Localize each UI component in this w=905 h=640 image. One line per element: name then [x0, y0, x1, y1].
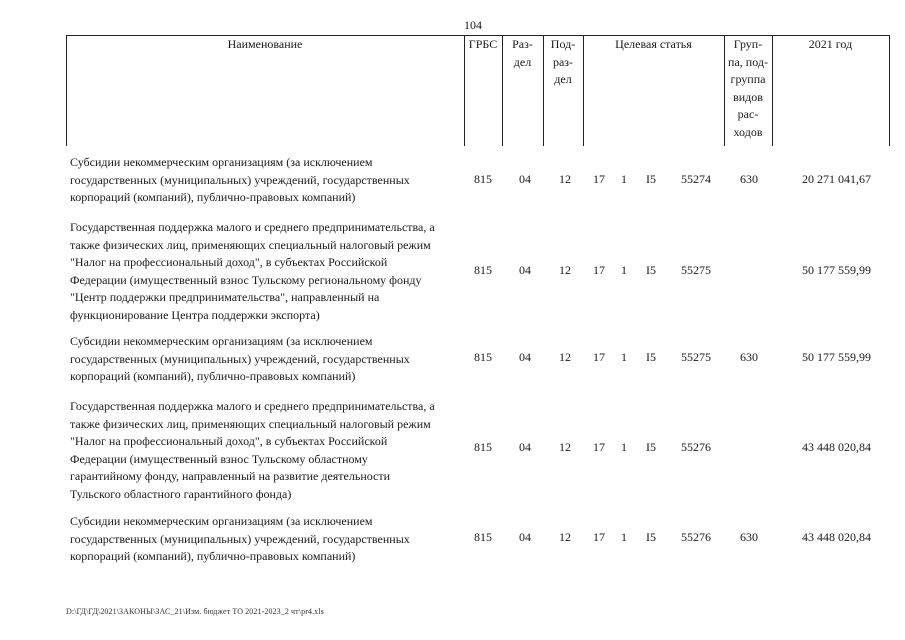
- header-name: Наименование: [227, 37, 303, 51]
- row-2-target-2: 1: [621, 263, 627, 277]
- row-1-target-1: 17: [593, 172, 605, 186]
- row-2-amount: 50 177 559,99: [802, 263, 871, 277]
- row-5-amount: 43 448 020,84: [802, 530, 871, 544]
- row-3-target-3: I5: [646, 350, 656, 364]
- header-target-article: Целевая статья: [615, 37, 692, 51]
- header-year-2021: 2021 год: [808, 37, 853, 51]
- row-4-grbs: 815: [474, 440, 492, 454]
- row-2-grbs: 815: [474, 263, 492, 277]
- row-2-target-1: 17: [593, 263, 605, 277]
- row-2-target-3: I5: [646, 263, 656, 277]
- row-5-name: Субсидии некоммерческим организациям (за исключением государственных (муниципальных) учреждений, государственных корпораций (компаний), публично-правовых компаний): [70, 514, 410, 563]
- header-expense-group: Груп- па, под- группа видов рас- ходов: [728, 37, 768, 139]
- row-1-amount: 20 271 041,67: [802, 172, 871, 186]
- row-4-target-4: 55276: [681, 440, 711, 454]
- row-2-name: Государственная поддержка малого и среднего предпринимательства, а также физических лиц, применяющих специальный налоговый режим "Налог на профессиональный доход", в субъектах Российской Федерации (имущественный взнос Тульскому региональному фонду "Центр поддержки предпринимательства", направленный на функционирование Центра поддержки экспорта): [70, 220, 435, 322]
- row-1-grbs: 815: [474, 172, 492, 186]
- row-3-razdel: 04: [519, 350, 531, 364]
- row-5-target-3: I5: [646, 530, 656, 544]
- header-grbs: ГРБС: [468, 37, 498, 51]
- row-3-podrazdel: 12: [559, 350, 571, 364]
- row-5-target-2: 1: [621, 530, 627, 544]
- row-5-target-4: 55276: [681, 530, 711, 544]
- row-1-target-2: 1: [621, 172, 627, 186]
- row-3-target-2: 1: [621, 350, 627, 364]
- header-podrazdel: Под- раз- дел: [550, 37, 576, 86]
- row-2-razdel: 04: [519, 263, 531, 277]
- header-razdel: Раз- дел: [512, 37, 533, 69]
- row-1-target-4: 55274: [681, 172, 711, 186]
- row-4-name: Государственная поддержка малого и среднего предпринимательства, а также физических лиц, применяющих специальный налоговый режим "Налог на профессиональный доход", в субъектах Российской Федерации (имущественный взнос Тульскому областному гарантийному фонду, направленный на развитие деятельности Тульского областного гарантийного фонда): [70, 399, 435, 501]
- row-3-group: 630: [740, 350, 758, 364]
- row-5-group: 630: [740, 530, 758, 544]
- row-2-target-4: 55275: [681, 263, 711, 277]
- table-header-border: [889, 35, 890, 146]
- row-4-target-1: 17: [593, 440, 605, 454]
- row-4-target-3: I5: [646, 440, 656, 454]
- row-4-target-2: 1: [621, 440, 627, 454]
- row-3-amount: 50 177 559,99: [802, 350, 871, 364]
- row-1-podrazdel: 12: [559, 172, 571, 186]
- row-3-target-4: 55275: [681, 350, 711, 364]
- row-4-amount: 43 448 020,84: [802, 440, 871, 454]
- row-3-name: Субсидии некоммерческим организациям (за исключением государственных (муниципальных) учреждений, государственных корпораций (компаний), публично-правовых компаний): [70, 334, 410, 383]
- row-5-podrazdel: 12: [559, 530, 571, 544]
- row-4-podrazdel: 12: [559, 440, 571, 454]
- row-1-razdel: 04: [519, 172, 531, 186]
- row-4-razdel: 04: [519, 440, 531, 454]
- row-5-razdel: 04: [519, 530, 531, 544]
- page-number: 104: [464, 18, 482, 32]
- row-1-target-3: I5: [646, 172, 656, 186]
- footer-file-path: D:\ГД\ГД\2021\ЗАКОНЫ\ЗАС_21\Изм. бюджет ТО 2021-2023_2 чт\pr4.xls: [66, 607, 324, 616]
- row-3-grbs: 815: [474, 350, 492, 364]
- row-3-target-1: 17: [593, 350, 605, 364]
- row-1-name: Субсидии некоммерческим организациям (за исключением государственных (муниципальных) учреждений, государственных корпораций (компаний), публично-правовых компаний): [70, 155, 410, 204]
- row-2-podrazdel: 12: [559, 263, 571, 277]
- row-1-group: 630: [740, 172, 758, 186]
- row-5-grbs: 815: [474, 530, 492, 544]
- row-5-target-1: 17: [593, 530, 605, 544]
